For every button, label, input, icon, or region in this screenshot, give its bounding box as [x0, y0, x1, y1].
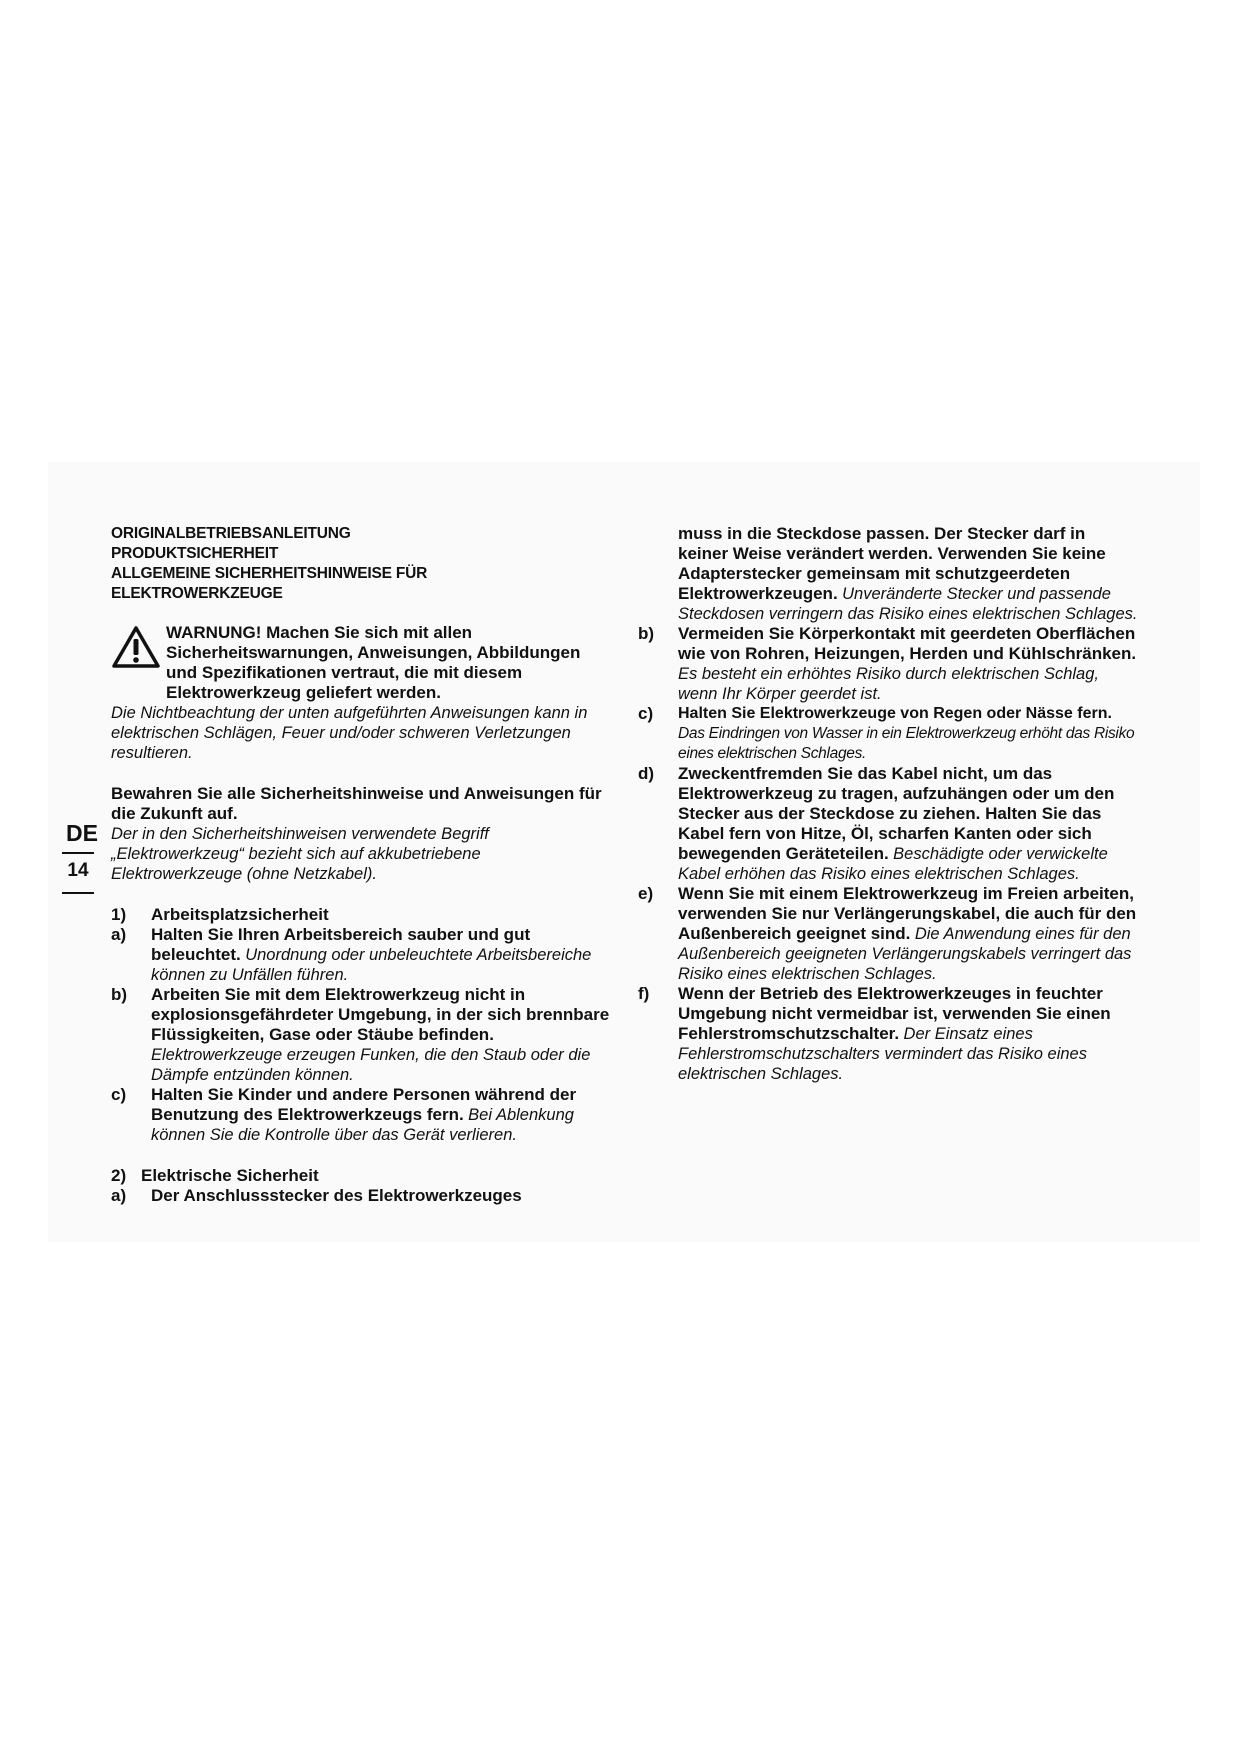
item-label: a)	[111, 925, 127, 944]
section-heading	[111, 905, 611, 925]
item-bold-text: Arbeiten Sie mit dem Elektrowerkzeug nicht in explosionsgefährdeter Umgebung, in der sich brennbare Flüssigkeiten, Gase oder Stäube befinden.	[151, 985, 610, 1044]
item-text: Beschädigte oder verwickelte Kabel erhöhen das Risiko eines elektrischen Schlages.	[678, 845, 1108, 883]
item-bold-text: Zweckentfremden Sie das Kabel nicht, um das Elektrowerkzeug zu tragen, aufzuhängen oder um den Stecker aus der Steckdose zu ziehen. Halten Sie das Kabel fern von Hitze, Öl, scharfen Kanten oder sich bewegenden Geräteteilen.	[678, 764, 1115, 863]
item-text: Die Anwendung eines für den Außenbereich geeigneten Verlängerungskabels verringert das Risiko eines elektrischen Schlages.	[678, 925, 1132, 983]
item-text: Unveränderte Stecker und passende Steckdosen verringern das Risiko eines elektrischen Schlages.	[678, 585, 1138, 623]
item-label: b)	[638, 624, 655, 643]
item-bold-text: Halten Sie Ihren Arbeitsbereich sauber und gut beleuchtet.	[151, 925, 531, 964]
list-item	[640, 984, 1140, 1084]
item-label: c)	[111, 1085, 127, 1104]
item-bold-text: muss in die Steckdose passen. Der Stecker darf in keiner Weise verändert werden. Verwenden Sie keine Adapterstecker gemeinsam mit schutzgeerdeten Elektrowerkzeugen.	[678, 524, 1106, 603]
item-label: e)	[638, 884, 654, 903]
warning-block	[111, 623, 611, 763]
keep-instructions	[111, 784, 611, 884]
list-item	[111, 1186, 611, 1206]
item-text: Elektrowerkzeuge erzeugen Funken, die den Staub oder die Dämpfe entzünden können.	[151, 1046, 591, 1084]
side-divider	[62, 852, 94, 854]
list-item	[640, 764, 1140, 884]
item-text: Der Einsatz eines Fehlerstromschutzschalters vermindert das Risiko eines elektrischen Schlages.	[678, 1025, 1087, 1083]
section-title: Arbeitsplatzsicherheit	[151, 905, 329, 924]
list-item	[640, 884, 1140, 984]
section-number: 2)	[111, 1166, 127, 1185]
item-text: Unordnung oder unbeleuchtete Arbeitsbereiche können zu Unfällen führen.	[151, 946, 592, 984]
item-text: Es besteht ein erhöhtes Risiko durch elektrischen Schlag, wenn Ihr Körper geerdet ist.	[678, 665, 1099, 703]
document-header	[111, 524, 611, 604]
header-line: ELEKTROWERKZEUGE	[111, 585, 283, 602]
section-electrical	[111, 1166, 611, 1206]
keep-bold-text: Bewahren Sie alle Sicherheitshinweise und Anweisungen für die Zukunft auf.	[111, 784, 602, 823]
header-line: ORIGINALBETRIEBSANLEITUNG	[111, 525, 351, 542]
item-bold-text: Der Anschlussstecker des Elektrowerkzeuges	[151, 1186, 522, 1205]
list-item	[111, 925, 611, 985]
warning-bold-text: WARNUNG! Machen Sie sich mit allen Sicherheitswarnungen, Anweisungen, Abbildungen und Spezifikationen vertraut, die mit diesem Elektrowerkzeug geliefert werden.	[166, 623, 581, 702]
section-title: Elektrische Sicherheit	[141, 1166, 319, 1185]
list-item	[111, 1085, 611, 1145]
item-label: b)	[111, 985, 128, 1004]
warning-triangle-icon	[111, 625, 161, 669]
keep-text: Der in den Sicherheitshinweisen verwendete Begriff „Elektrowerkzeug“ bezieht sich auf akkubetriebene Elektrowerkzeuge (ohne Netzkabel).	[111, 825, 489, 883]
item-bold-text: Wenn der Betrieb des Elektrowerkzeuges in feuchter Umgebung nicht vermeidbar ist, verwenden Sie einen Fehlerstromschutzschalter.	[678, 984, 1111, 1043]
item-label: c)	[638, 704, 654, 723]
item-bold-text: Wenn Sie mit einem Elektrowerkzeug im Freien arbeiten, verwenden Sie nur Verlängerungskabel, die auch für den Außenbereich geeignet sind.	[678, 884, 1137, 943]
section-number: 1)	[111, 905, 127, 924]
left-column	[111, 524, 611, 1206]
language-tab: DE	[66, 820, 98, 846]
item-label: d)	[638, 764, 655, 783]
side-divider	[62, 892, 94, 894]
item-bold-text: Halten Sie Elektrowerkzeuge von Regen oder Nässe fern.	[678, 705, 1112, 722]
item-label: f)	[638, 984, 650, 1003]
item-text: Das Eindringen von Wasser in ein Elektrowerkzeug erhöht das Risiko eines elektrischen Schlages.	[678, 725, 1135, 762]
right-column	[640, 524, 1140, 1084]
section-work-area	[111, 905, 611, 1145]
header-line: ALLGEMEINE SICHERHEITSHINWEISE FÜR	[111, 565, 428, 582]
item-continuation	[640, 524, 1140, 624]
item-bold-text: Halten Sie Kinder und andere Personen während der Benutzung des Elektrowerkzeugs fern.	[151, 1085, 577, 1124]
header-line: PRODUKTSICHERHEIT	[111, 545, 279, 562]
item-bold-text: Vermeiden Sie Körperkontakt mit geerdeten Oberflächen wie von Rohren, Heizungen, Herden und Kühlschränken.	[678, 624, 1137, 663]
page-number: 14	[67, 860, 89, 881]
list-item	[111, 985, 611, 1085]
list-item	[640, 704, 1140, 764]
item-text: Bei Ablenkung können Sie die Kontrolle über das Gerät verlieren.	[151, 1106, 574, 1144]
item-label: a)	[111, 1186, 127, 1205]
list-item	[640, 624, 1140, 704]
warning-text: Die Nichtbeachtung der unten aufgeführten Anweisungen kann in elektrischen Schlägen, Feuer und/oder schweren Verletzungen resultieren.	[111, 704, 588, 762]
section-heading	[111, 1166, 611, 1186]
